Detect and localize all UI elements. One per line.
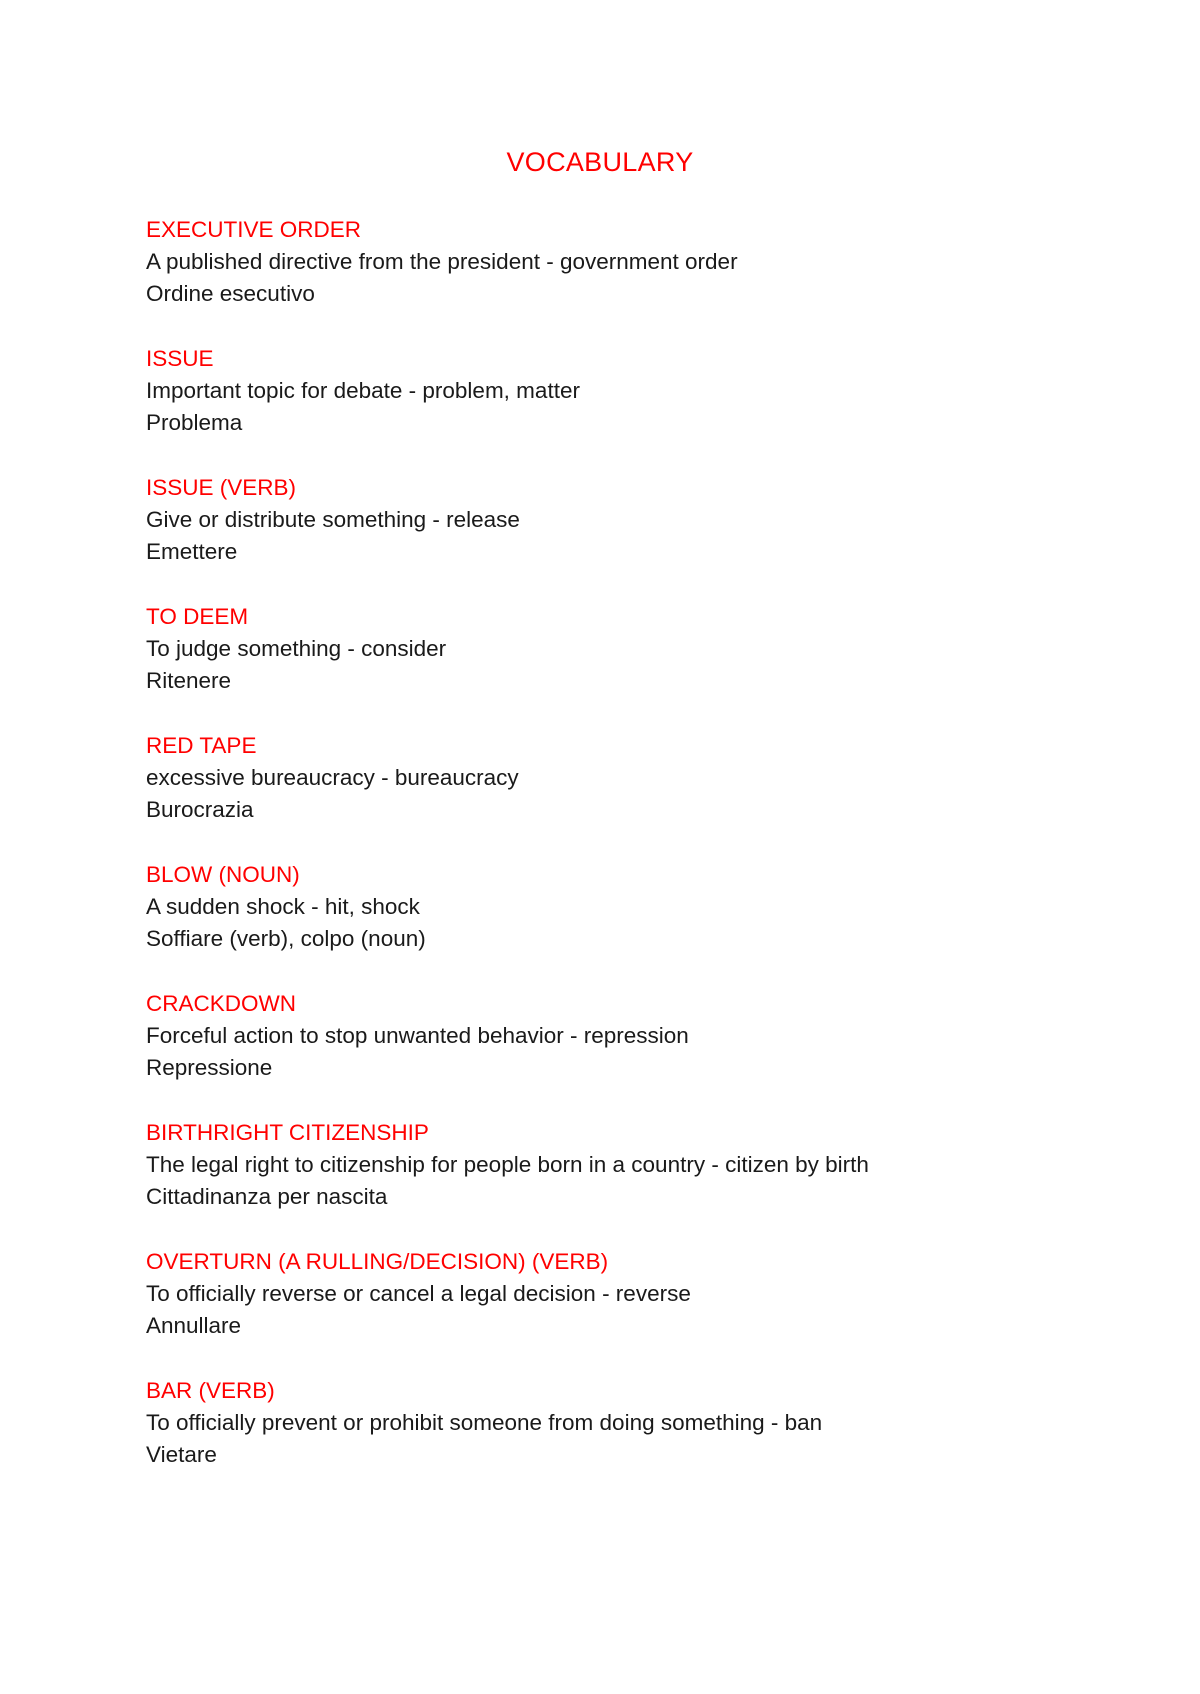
document-title: VOCABULARY — [506, 147, 694, 177]
vocab-entry — [146, 214, 1146, 343]
vocab-definition: To officially reverse or cancel a legal decision - reverse — [146, 1281, 691, 1306]
vocab-translation: Cittadinanza per nascita — [146, 1184, 388, 1209]
vocab-entry — [146, 343, 1146, 472]
vocab-translation: Ritenere — [146, 668, 232, 693]
vocab-translation: Burocrazia — [146, 797, 254, 822]
vocab-translation: Problema — [146, 410, 243, 435]
vocab-entry — [146, 472, 1146, 601]
vocab-translation: Repressione — [146, 1055, 273, 1080]
vocab-entry — [146, 988, 1146, 1117]
vocab-term: BLOW (NOUN) — [146, 862, 300, 887]
vocab-entry — [146, 1246, 1146, 1375]
vocab-term: BIRTHRIGHT CITIZENSHIP — [146, 1120, 429, 1145]
vocab-entry — [146, 1117, 1146, 1246]
vocab-definition: To officially prevent or prohibit someone from doing something - ban — [146, 1410, 823, 1435]
vocab-definition: To judge something - consider — [146, 636, 447, 661]
vocab-entry — [146, 1375, 1146, 1504]
vocabulary-list — [146, 214, 1146, 1504]
vocab-term: BAR (VERB) — [146, 1378, 275, 1403]
vocab-translation: Soffiare (verb), colpo (noun) — [146, 926, 426, 951]
vocab-term: OVERTURN (A RULLING/DECISION) (VERB) — [146, 1249, 609, 1274]
vocab-definition: excessive bureaucracy - bureaucracy — [146, 765, 519, 790]
vocab-translation: Annullare — [146, 1313, 242, 1338]
vocab-translation: Vietare — [146, 1442, 217, 1467]
vocab-term: ISSUE — [146, 346, 214, 371]
vocab-entry — [146, 730, 1146, 859]
vocab-term: ISSUE (VERB) — [146, 475, 297, 500]
vocab-definition: The legal right to citizenship for people born in a country - citizen by birth — [146, 1152, 869, 1177]
vocab-term: EXECUTIVE ORDER — [146, 217, 362, 242]
vocab-term: RED TAPE — [146, 733, 257, 758]
vocab-definition: Important topic for debate - problem, matter — [146, 378, 580, 403]
vocab-definition: Give or distribute something - release — [146, 507, 520, 532]
vocab-term: TO DEEM — [146, 604, 249, 629]
vocab-entry — [146, 601, 1146, 730]
vocab-definition: Forceful action to stop unwanted behavior - repression — [146, 1023, 689, 1048]
vocab-definition: A sudden shock - hit, shock — [146, 894, 420, 919]
vocab-translation: Ordine esecutivo — [146, 281, 315, 306]
vocab-translation: Emettere — [146, 539, 238, 564]
vocab-entry — [146, 859, 1146, 988]
vocab-term: CRACKDOWN — [146, 991, 296, 1016]
vocab-definition: A published directive from the president - government order — [146, 249, 738, 274]
